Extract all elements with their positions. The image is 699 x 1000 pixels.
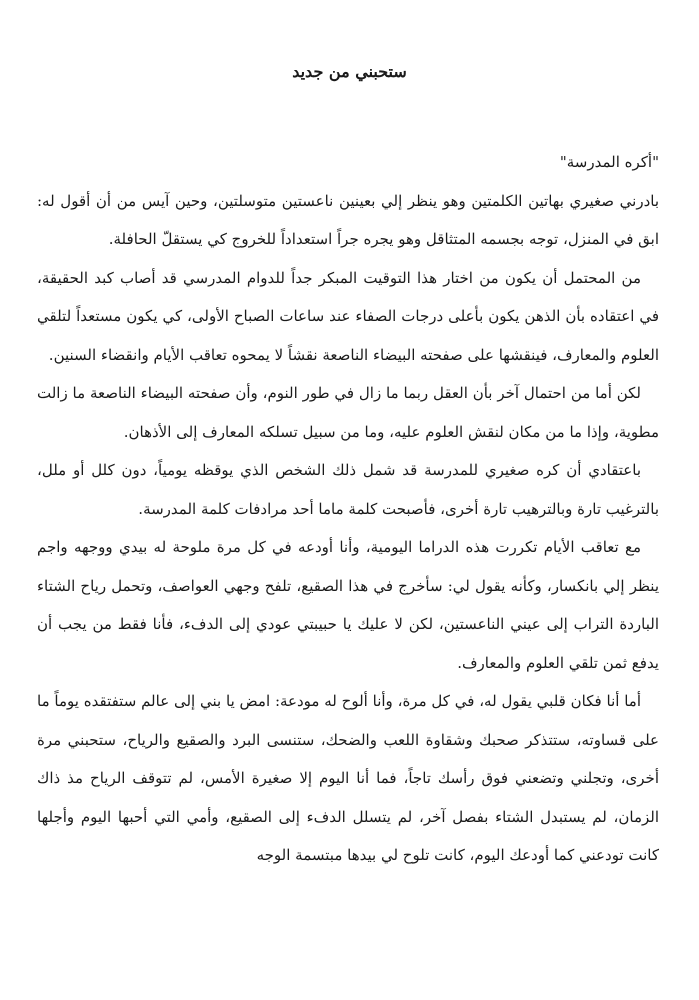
body-paragraph: مع تعاقب الأيام تكررت هذه الدراما اليومية، وأنا أودعه في كل مرة ملوحة له بيدي ووجهه واجم ينظر إلي بانكسار، وكأنه يقول لي: سأخرج في هذا الصقيع، تلفح وجهي العواصف، وتحمل رياح الشتاء الباردة التراب إلى عيني الناعستين، لكن لا عليك يا حبيبتي عودي إلى الدفء، فأنا فقط من يجب أن يدفع ثمن تلقي العلوم والمعارف. [37,538,659,672]
quote-paragraph: "أكره المدرسة" [559,153,659,171]
body-paragraph: من المحتمل أن يكون من اختار هذا التوقيت المبكر جداً للدوام المدرسي قد أصاب كبد الحقيقة، في اعتقاده بأن الذهن يكون بأعلى درجات الصفاء عند ساعات الصباح الأولى، كي يكون مستعداً لتلقي العلوم والمعارف، فينقشها على صفحته البيضاء الناصعة نقشاً لا يمحوه تعاقب الأيام وانقضاء السنين. [37,268,659,364]
body-paragraph: باعتقادي أن كره صغيري للمدرسة قد شمل ذلك الشخص الذي يوقظه يومياً، دون كلل أو ملل، بالترغيب تارة وبالترهيب تارة أخرى، فأصبحت كلمة ماما أحد مرادفات كلمة المدرسة. [37,461,659,518]
body-paragraph: بادرني صغيري بهاتين الكلمتين وهو ينظر إلي بعينين ناعستين متوسلتين، وحين آيس من أن أقول له: ابق في المنزل، توجه بجسمه المتثاقل وهو يجره جراً استعداداً للخروج كي يستقلّ الحافلة. [37,191,659,248]
document-title: ستحبني من جديد [292,62,407,81]
body-paragraph: أما أنا فكان قلبي يقول له، في كل مرة، وأنا ألوح له مودعة: امض يا بني إلى عالم ستفتقده يوماً ما على قساوته، ستتذكر صحبك وشقاوة اللعب والضحك، ستنسى البرد والصقيع والرياح، ستحبني مرة أخرى، وتجلني وتضعني فوق رأسك تاجاً، فما أنا اليوم إلا صغيرة الأمس، لم تتوقف الرياح مذ ذاك الزمان، لم يستبدل الشتاء بفصل آخر، لم يتسلل الدفء إلى الصقيع، وأمي التي أحبها اليوم وأجلها كانت تودعني كما أودعك اليوم، كانت تلوح لي بيدها مبتسمة الوجه [37,692,659,864]
document-body [37,143,659,875]
body-paragraph: لكن أما من احتمال آخر بأن العقل ربما ما زال في طور النوم، وأن صفحته البيضاء الناصعة ما زالت مطوية، وإذا ما من مكان لنقش العلوم عليه، وما من سبيل تسلكه المعارف إلى الأذهان. [37,384,659,441]
